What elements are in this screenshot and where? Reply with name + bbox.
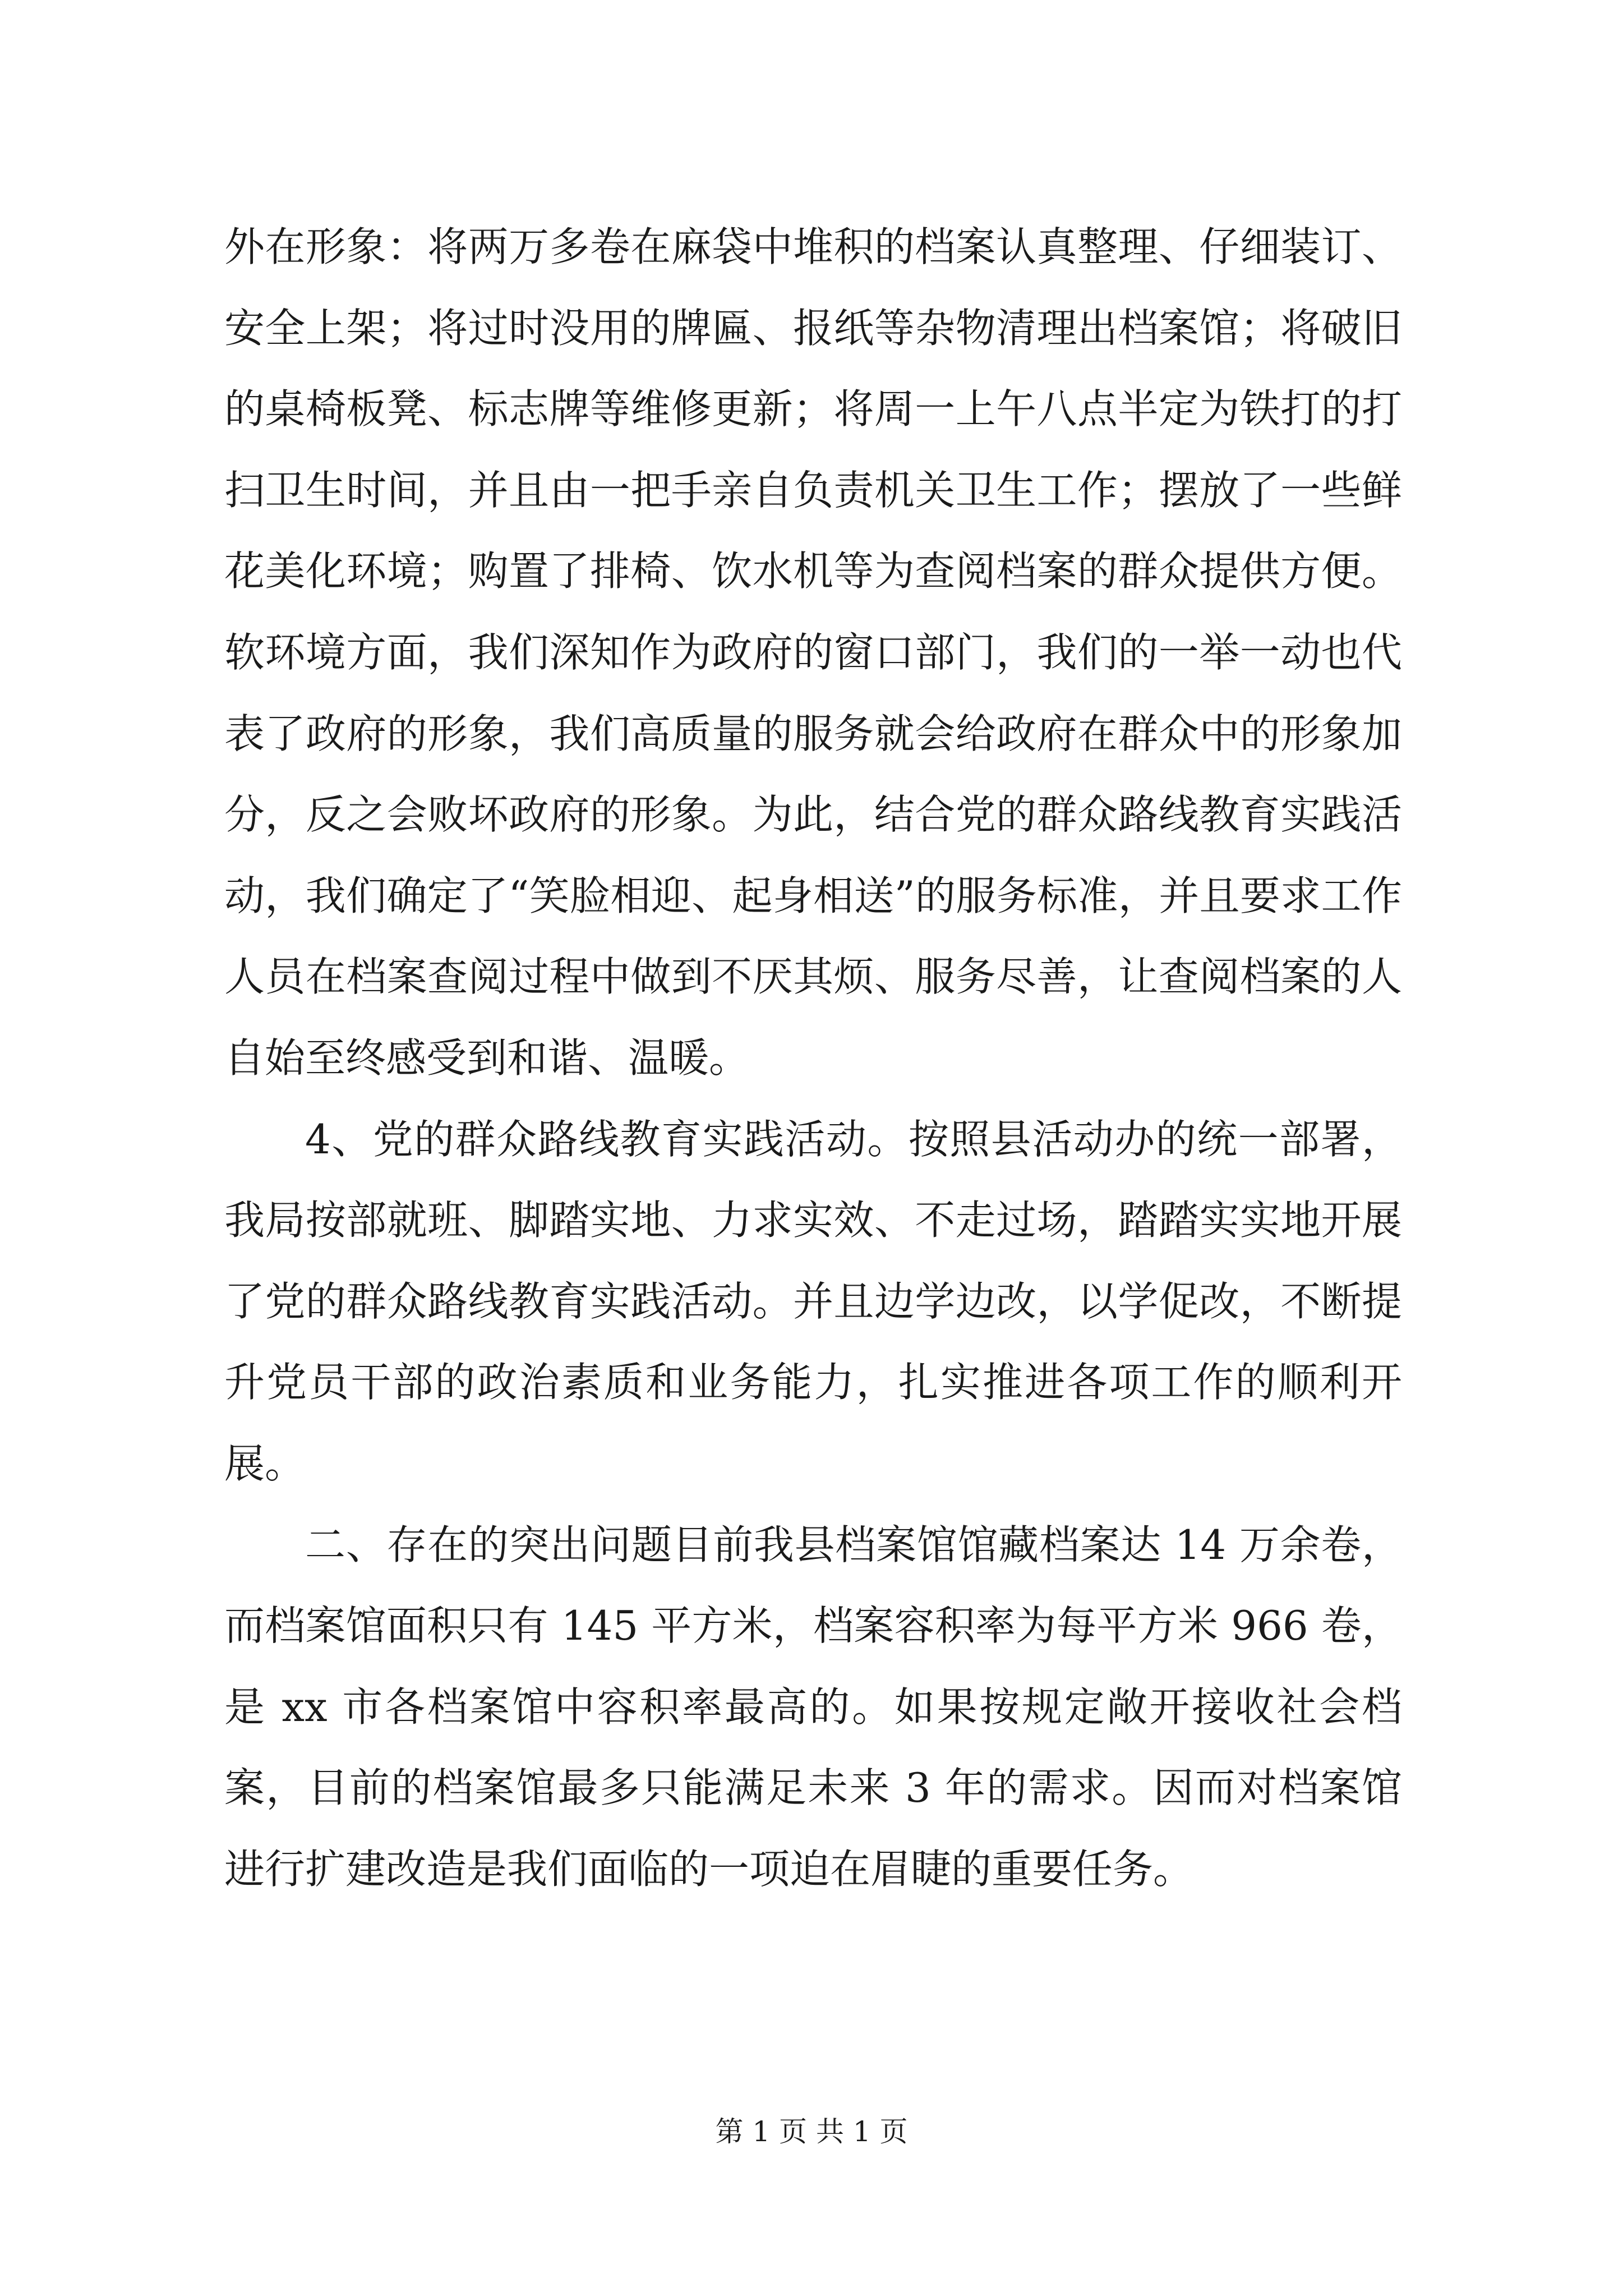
- document-body: [224, 206, 1402, 1910]
- paragraph-outstanding-problems: 二、存在的突出问题目前我县档案馆馆藏档案达 14 万余卷，而档案馆面积只有 145 平方米，档案容积率为每平方米 966 卷，是 xx 市各档案馆中容积率最高的。如果按规定敞开接收社会档案，目前的档案馆最多只能满足未来 3 年的需求。因而对档案馆进行扩建改造是我们面临的一项迫在眉睫的重要任务。: [224, 1521, 1402, 1893]
- paragraph-mass-line-activity: 4、党的群众路线教育实践活动。按照县活动办的统一部署，我局按部就班、脚踏实地、力求实效、不走过场，踏踏实实地开展了党的群众路线教育实践活动。并且边学边改，以学促改，不断提升党员干部的政治素质和业务能力，扎实推进各项工作的顺利开展。: [224, 1115, 1402, 1487]
- paragraph-external-image: 外在形象：将两万多卷在麻袋中堆积的档案认真整理、仔细装订、安全上架；将过时没用的牌匾、报纸等杂物清理出档案馆；将破旧的桌椅板凳、标志牌等维修更新；将周一上午八点半定为铁打的打扫卫生时间，并且由一把手亲自负责机关卫生工作；摆放了一些鲜花美化环境；购置了排椅、饮水机等为查阅档案的群众提供方便。软环境方面，我们深知作为政府的窗口部门，我们的一举一动也代表了政府的形象，我们高质量的服务就会给政府在群众中的形象加分，反之会败坏政府的形象。为此，结合党的群众路线教育实践活动，我们确定了“笑脸相迎、起身相送”的服务标准，并且要求工作人员在档案查阅过程中做到不厌其烦、服务尽善，让查阅档案的人自始至终感受到和谐、温暖。: [224, 223, 1402, 1082]
- page-footer: 第 1 页 共 1 页: [715, 2115, 908, 2148]
